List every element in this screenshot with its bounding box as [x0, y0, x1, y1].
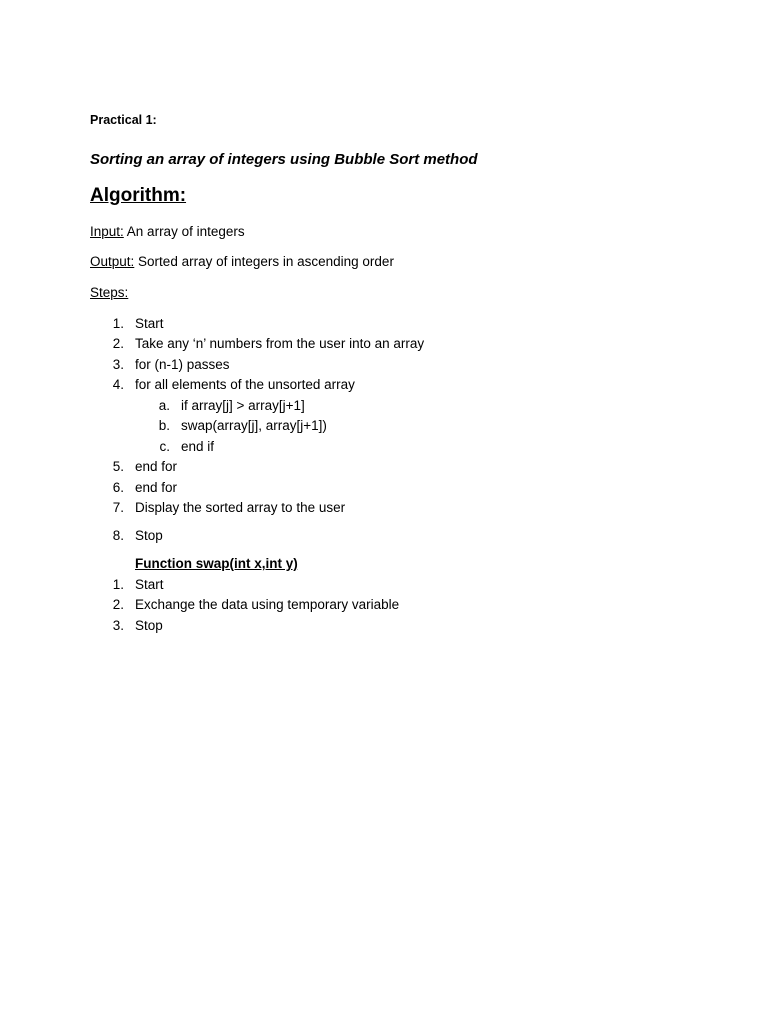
step-number: 2. [112, 336, 124, 351]
steps-label-line [90, 286, 128, 300]
step-text: Display the sorted array to the user [135, 500, 346, 515]
step-text: Stop [135, 528, 163, 543]
substep-letter: b. [158, 418, 170, 433]
function-heading: Function swap(int x,int y) [135, 556, 298, 571]
function-step-number: 1. [112, 577, 124, 592]
input-line [90, 225, 245, 239]
practical-label: Practical 1: [90, 113, 157, 127]
step-text: end for [135, 480, 178, 495]
substep-letter: c. [159, 439, 170, 454]
step-number: 6. [112, 480, 124, 495]
function-step-text: Stop [135, 618, 163, 633]
function-step-text: Start [135, 577, 164, 592]
step-number: 1. [112, 316, 124, 331]
step-number: 5. [112, 459, 124, 474]
document-subtitle: Sorting an array of integers using Bubble Sort method [90, 151, 478, 168]
step-number: 8. [112, 528, 124, 543]
step-number: 4. [112, 377, 124, 392]
input-label: Input: [90, 224, 124, 239]
step-text: end for [135, 459, 178, 474]
step-text: for all elements of the unsorted array [135, 377, 355, 392]
algorithm-heading: Algorithm: [90, 185, 187, 206]
output-text: Sorted array of integers in ascending order [138, 254, 394, 269]
substep-text: if array[j] > array[j+1] [181, 398, 305, 413]
input-text: An array of integers [126, 224, 245, 239]
substep-letter: a. [158, 398, 170, 413]
step-number: 3. [112, 357, 124, 372]
function-step-number: 3. [112, 618, 124, 633]
function-step-text: Exchange the data using temporary variable [135, 597, 400, 612]
step-number: 7. [112, 500, 124, 515]
output-label: Output: [90, 254, 135, 269]
output-line [90, 255, 394, 269]
step-text: for (n-1) passes [135, 357, 230, 372]
substep-text: end if [181, 439, 215, 454]
function-step-number: 2. [112, 597, 124, 612]
step-text: Start [135, 316, 164, 331]
step-text: Take any ‘n’ numbers from the user into an array [135, 336, 425, 351]
steps-label: Steps: [90, 285, 129, 300]
substep-text: swap(array[j], array[j+1]) [181, 418, 327, 433]
